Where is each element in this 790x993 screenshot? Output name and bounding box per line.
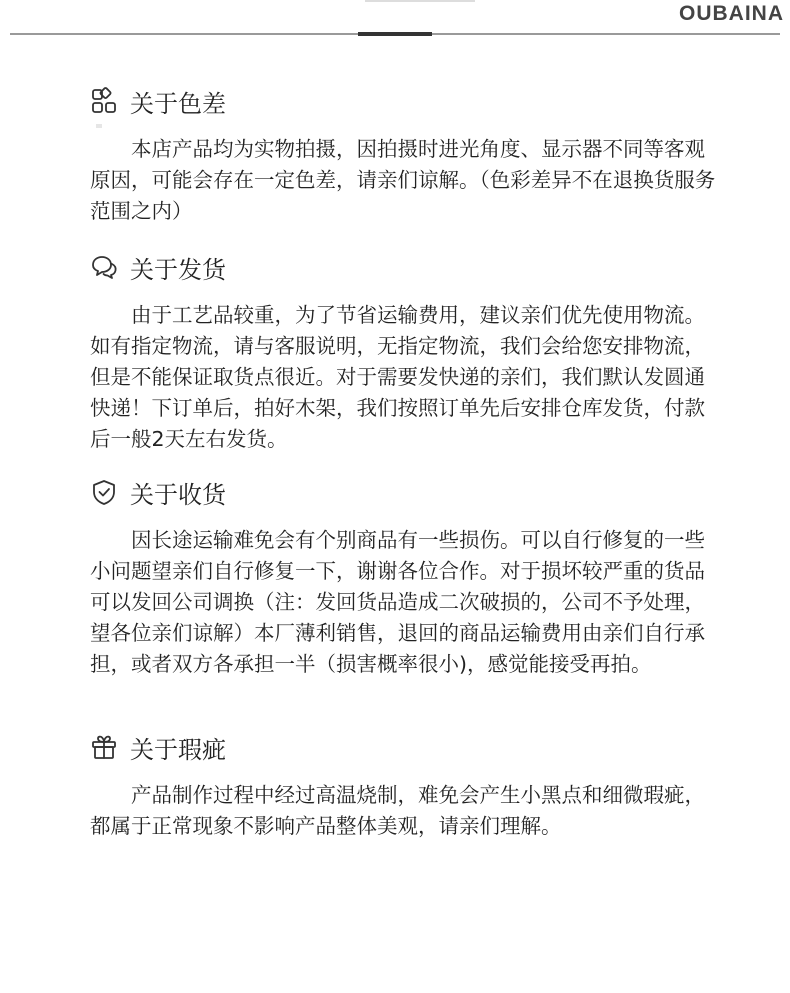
- section-body: 产品制作过程中经过高温烧制，难免会产生小黑点和细微瑕疵，都属于正常现象不影响产品整体美观，请亲们理解。: [90, 783, 705, 838]
- section-title: 关于瑕疵: [130, 735, 226, 764]
- gift-icon: [90, 733, 118, 761]
- chat-bubbles-icon: [90, 253, 118, 281]
- decorative-dot: [96, 124, 102, 128]
- brand-name: OUBAINA: [679, 2, 784, 25]
- header-divider-accent: [358, 32, 432, 36]
- section-header: [90, 84, 730, 118]
- section-body: 本店产品均为实物拍摄，因拍摄时进光角度、显示器不同等客观原因，可能会存在一定色差，请亲们谅解。（色彩差异不在退换货服务范围之内）: [90, 137, 716, 223]
- section-header: [90, 730, 730, 764]
- section-header: [90, 250, 730, 284]
- section-title: 关于色差: [130, 89, 226, 118]
- grid-icon: [90, 87, 118, 115]
- section-color-difference: [90, 84, 730, 227]
- section-shipping: [90, 250, 730, 455]
- shield-check-icon: [90, 478, 118, 506]
- section-flaws: [90, 730, 730, 842]
- section-title: 关于发货: [130, 255, 226, 284]
- section-header: [90, 475, 730, 509]
- section-body: 因长途运输难免会有个别商品有一些损伤。可以自行修复的一些小问题望亲们自行修复一下，谢谢各位合作。对于损坏较严重的货品可以发回公司调换（注：发回货品造成二次破损的，公司不予处理，望各位亲们谅解）本厂薄利销售，退回的商品运输费用由亲们自行承担，或者双方各承担一半（损害概率很小)，感觉能接受再拍。: [90, 528, 705, 676]
- section-body: 由于工艺品较重，为了节省运输费用，建议亲们优先使用物流。如有指定物流，请与客服说明，无指定物流，我们会给您安排物流，但是不能保证取货点很近。对于需要发快递的亲们，我们默认发圆通快递！下订单后，拍好木架，我们按照订单先后安排仓库发货，付款后一般2天左右发货。: [90, 303, 705, 451]
- top-edge-mark: [365, 0, 475, 2]
- section-receiving: [90, 475, 730, 680]
- section-title: 关于收货: [130, 480, 226, 509]
